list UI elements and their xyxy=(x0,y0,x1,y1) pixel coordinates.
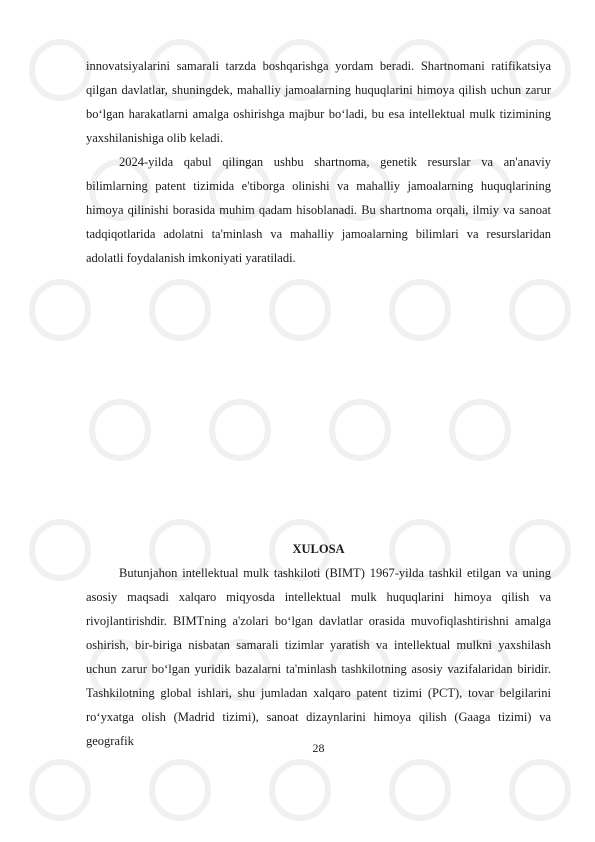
page-number: 28 xyxy=(312,741,325,755)
section-heading-xulosa: XULOSA xyxy=(292,542,345,556)
paragraph-wipo: Butunjahon intellektual mulk tashkiloti (BIMT) 1967-yilda tashkil etilgan va uning asosiy maqsadi xalqaro miqyosda intellektual mulk huquqlarini himoya qilish va rivojlantirishdir. BIMTning a'zolari bo‘lgan davlatlar orasida muvofiqlashtirishni amalga oshirish, bir-biriga nisbatan samarali tizimlar yaratish va intellektual mulkni yaxshilash uchun zarur bo‘lgan yuridik bazalarni ta'minlash tashkilotning asosiy vazifalaridan biridir. Tashkilotning global ishlari, shu jumladan xalqaro patent tizimi (PCT), tovar belgilarini ro‘yxatga olish (Madrid tizimi), sanoat dizaynlarini himoya qilish (Gaaga tizimi) va geografik xyxy=(86,566,551,748)
paragraph-continuation: innovatsiyalarini samarali tarzda boshqarishga yordam beradi. Shartnomani ratifikatsiya qilgan davlatlar, shuningdek, mahalliy jamoalarning huquqlarini himoya qilish uchun zarur bo‘lgan harakatlarni amalga oshirishga majbur bo‘ladi, bu esa intellektual mulk tizimining yaxshilanishiga olib keladi. xyxy=(86,59,551,145)
body-text-top xyxy=(86,54,551,270)
body-text-conclusion xyxy=(86,561,551,753)
paragraph-treaty-2024: 2024-yilda qabul qilingan ushbu shartnoma, genetik resurslar va an'anaviy bilimlarning patent tizimida e'tiborga olinishi va mahalliy jamoalarning huquqlarining himoya qilinishi borasida muhim qadam hisoblanadi. Bu shartnoma orqali, ilmiy va sanoat tadqiqotlarida adolatni ta'minlash va mahalliy jamoalarning bilimlari va resurslaridan adolatli foydalanish imkoniyati yaratiladi. xyxy=(86,155,551,265)
